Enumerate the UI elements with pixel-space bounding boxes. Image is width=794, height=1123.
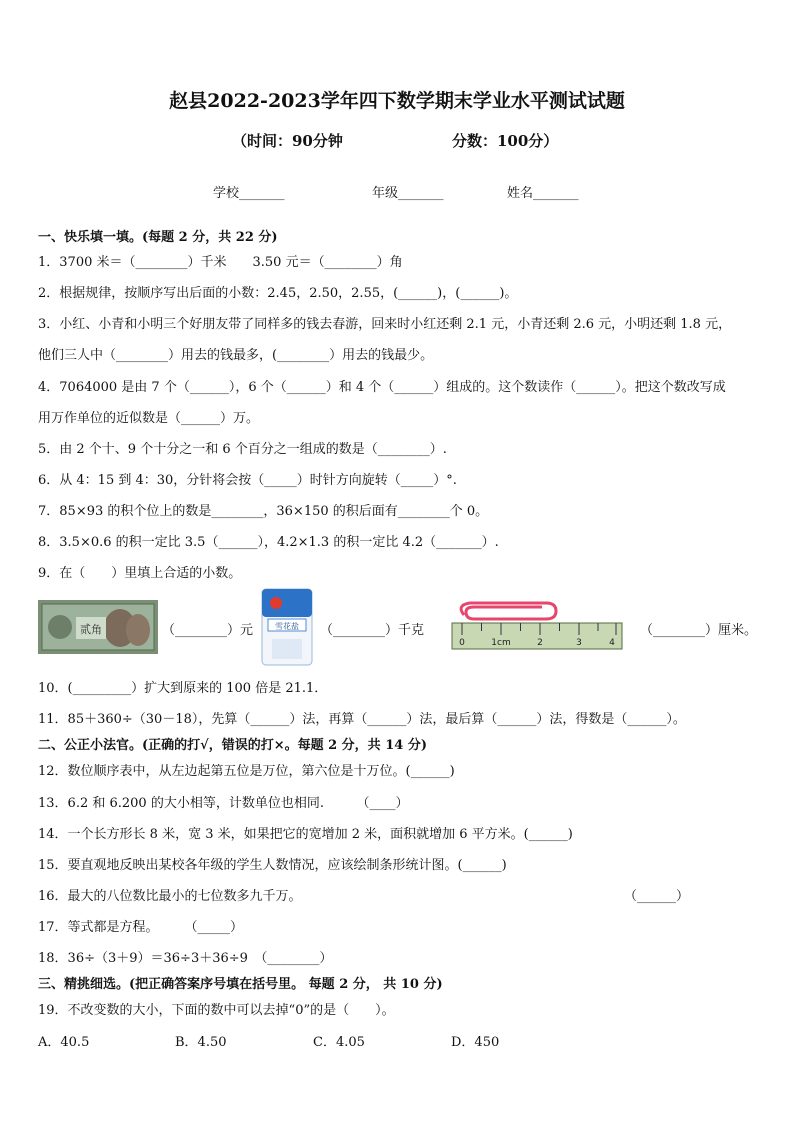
ruler-label-0: 0 xyxy=(459,638,465,648)
question-7: 7．85×93 的积个位上的数是________，36×150 的积后面有________个 0。 xyxy=(38,504,489,519)
question-2: 2．根据规律，按顺序写出后面的小数：2.45，2.50，2.55，(______)，(______)。 xyxy=(38,286,518,301)
question-15: 15．要直观地反映出某校各年级的学生人数情况，应该绘制条形统计图。(______) xyxy=(38,858,507,873)
exam-time: （时间：90分钟 xyxy=(232,132,343,150)
question-12: 12．数位顺序表中，从左边起第五位是万位，第六位是十万位。(______) xyxy=(38,764,455,779)
option-d: D．450 xyxy=(451,1035,500,1050)
question-10: 10．(_________）扩大到原来的 100 倍是 21.1． xyxy=(38,681,328,696)
page-title: 赵县2022-2023学年四下数学期末学业水平测试试题 xyxy=(169,90,625,112)
school-field[interactable]: 学校_______ xyxy=(213,186,285,201)
question-16: 16．最大的八位数比最小的七位数多九千万。 xyxy=(38,889,302,904)
ruler-label-3: 3 xyxy=(576,638,582,648)
salt-label: 雪花盐 xyxy=(275,622,299,631)
section-heading-3: 三、精挑细选。(把正确答案序号填在括号里。 每题 2 分， 共 10 分) xyxy=(38,977,443,992)
section-heading-1: 一、快乐填一填。(每题 2 分，共 22 分) xyxy=(38,230,278,245)
ruler-label-2: 2 xyxy=(537,638,543,648)
question-18: 18．36÷（3＋9）＝36÷3＋36÷9 （________） xyxy=(38,951,333,966)
salt-bag-image xyxy=(258,587,316,667)
option-b: B．4.50 xyxy=(175,1035,227,1050)
question-3-cont: 他们三人中（________）用去的钱最多，(________）用去的钱最少。 xyxy=(38,348,434,363)
q9-blank-weight: （________）千克 xyxy=(320,623,425,638)
option-a: A．40.5 xyxy=(38,1035,90,1050)
question-17: 17．等式都是方程。 （_____） xyxy=(38,920,244,935)
question-5: 5．由 2 个十、9 个十分之一和 6 个百分之一组成的数是（________）. xyxy=(38,442,447,457)
ruler-label-4: 4 xyxy=(609,638,615,648)
question-14: 14．一个长方形长 8 米，宽 3 米，如果把它的宽增加 2 米，面积就增加 6 平方米。(______) xyxy=(38,827,573,842)
banknote-image xyxy=(38,600,158,654)
question-19: 19．不改变数的大小，下面的数中可以去掉“0”的是（ ）。 xyxy=(38,1003,395,1018)
question-16-answer: （______） xyxy=(624,889,690,904)
exam-score: 分数：100分） xyxy=(452,132,559,150)
question-6: 6．从 4：15 到 4：30，分针将会按（_____）时针方向旋转（_____）°. xyxy=(38,473,457,488)
question-3: 3．小红、小青和小明三个好朋友带了同样多的钱去春游，回来时小红还剩 2.1 元，小青还剩 2.6 元，小明还剩 1.8 元， xyxy=(38,317,732,332)
question-13: 13．6.2 和 6.200 的大小相等，计数单位也相同. （____） xyxy=(38,796,409,811)
option-c: C．4.05 xyxy=(313,1035,365,1050)
section-heading-2: 二、公正小法官。(正确的打√，错误的打×。每题 2 分，共 14 分) xyxy=(38,738,427,753)
question-4-cont: 用万作单位的近似数是（______）万。 xyxy=(38,411,260,426)
question-8: 8．3.5×0.6 的积一定比 3.5（______），4.2×1.3 的积一定比 4.2（_______）. xyxy=(38,535,499,550)
q9-blank-length: （________）厘米。 xyxy=(640,623,758,638)
grade-field[interactable]: 年级_______ xyxy=(372,186,444,201)
question-9: 9．在（ ）里填上合适的小数。 xyxy=(38,566,242,581)
q9-blank-money: （________）元 xyxy=(162,623,254,638)
banknote-text: 贰角 xyxy=(80,623,102,636)
ruler-label-1cm: 1cm xyxy=(491,638,511,648)
question-1: 1．3700 米＝（________）千米 3.50 元＝（________）角 xyxy=(38,255,403,270)
question-11: 11．85＋360÷（30－18），先算（______）法，再算（______）法，最后算（______）法，得数是（______）。 xyxy=(38,712,686,727)
question-4: 4．7064000 是由 7 个（______），6 个（______）和 4 个（______）组成的。这个数读作（______）。把这个数改写成 xyxy=(38,380,726,395)
name-field[interactable]: 姓名_______ xyxy=(507,186,579,201)
ruler-image xyxy=(450,597,630,653)
